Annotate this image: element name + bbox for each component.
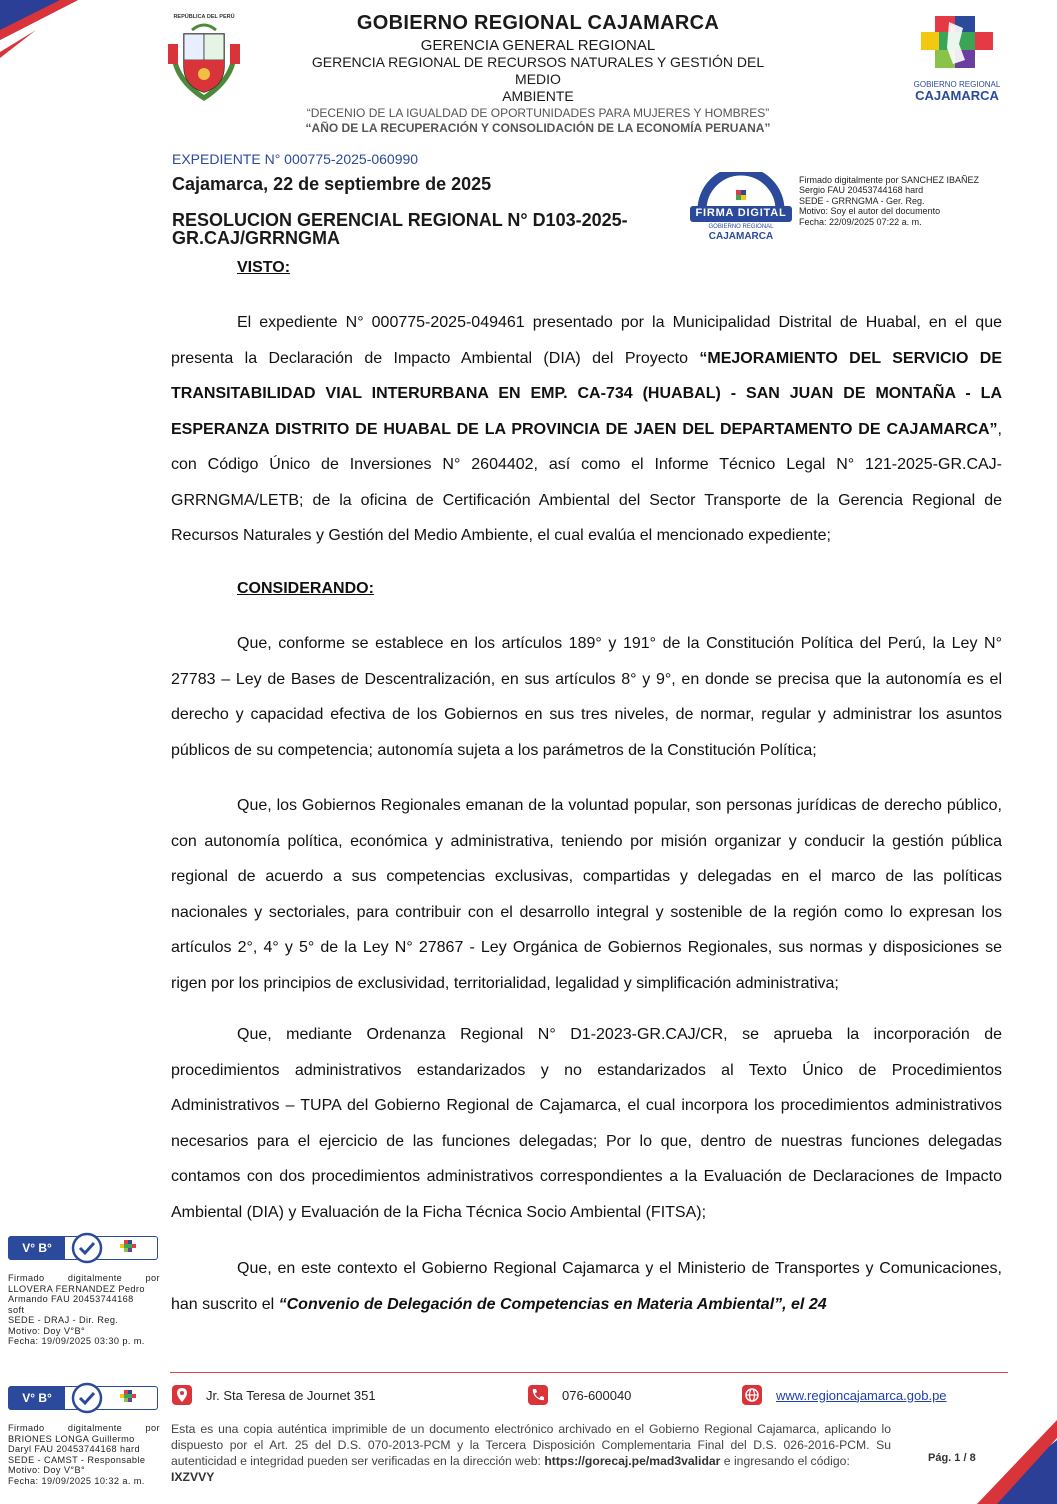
firma-line: Sergio FAU 20453744168 hard xyxy=(799,185,924,196)
footer-address xyxy=(172,1384,376,1406)
vb-line: Daryl FAU 20453744168 hard xyxy=(8,1444,140,1454)
firma-line: Motivo: Soy el autor del documento xyxy=(799,206,941,217)
paragraph-text: Que, conforme se establece en los artículos 189° y 191° de la Constitución Política del Perú, la Ley N° 27783 – Ley de Bases de Descentralización, en sus artículos 8° y 9°, en donde se precisa que la autonomía es el derecho y capacidad efectiva de los Gobiernos en sus tres niveles, de normar, regular y administrar los asuntos públicos de su competencia; autonomía sujeta a los parámetros de la Constitución Política; xyxy=(171,635,1002,759)
paragraph-text: Que, los Gobiernos Regionales emanan de la voluntad popular, son personas jurídicas de derecho público, con autonomía política, económica y administrativa, teniendo por misión organizar y conducir la gestión pública regional de acuerdo a sus competencias exclusivas, compartidas y delegadas en el marco de las políticas nacionales y sectoriales, para contribuir con el desarrollo integral y sostenible de la región como lo expresan los artículos 2°, 4° y 5° de la Ley N° 27867 - Ley Orgánica de Gobiernos Regionales, sus normas y disposiciones se rigen por los principios de exclusividad, territorialidad, legalidad y simplificación administrativa; xyxy=(171,797,1002,992)
vb-line: soft xyxy=(8,1304,25,1315)
firma-badge-big-text: CAJAMARCA xyxy=(708,231,774,242)
organization-department-line1: GERENCIA REGIONAL DE RECURSOS NATURALES Y GESTIÓN DEL MEDIO xyxy=(311,54,765,87)
website-link[interactable]: www.regioncajamarca.gob.pe xyxy=(776,1387,947,1403)
considerando-paragraph-4 xyxy=(171,1251,1002,1322)
right-logo-small-text: GOBIERNO REGIONAL xyxy=(913,80,1001,89)
decenio-slogans xyxy=(300,106,776,136)
cajamarca-mini-logo-icon xyxy=(119,1239,137,1257)
phone-text: 076-600040 xyxy=(562,1387,632,1403)
disclaimer-text-a: Esta es una copia auténtica imprimible de un documento electrónico archivado en el Gobierno Regional Cajamarca, aplicando lo dispuesto por el Art. 25 del D.S. 070-2013-PCM y la Tercera Disposición Complementaria Final del D.S. 026-2016-PCM. Su autenticidad e integridad pueden ser verificadas en la dirección web: xyxy=(171,1422,891,1468)
firma-line: Firmado digitalmente por SANCHEZ IBAÑEZ xyxy=(799,175,980,185)
footer-divider xyxy=(170,1372,1008,1373)
vb-line: Motivo: Doy V°B° xyxy=(8,1465,86,1475)
phone-icon xyxy=(528,1385,548,1405)
vb-line: Fecha: 19/09/2025 10:32 a. m. xyxy=(8,1475,145,1486)
bottom-right-corner-decoration xyxy=(977,1420,1057,1504)
validation-url[interactable]: https://gorecaj.pe/mad3validar xyxy=(544,1454,721,1468)
address-text: Jr. Sta Teresa de Journet 351 xyxy=(206,1387,376,1403)
document-date: Cajamarca, 22 de septiembre de 2025 xyxy=(172,174,492,194)
considerando-heading: CONSIDERANDO: xyxy=(237,580,374,597)
paragraph-text: Que, en este contexto el Gobierno Regional Cajamarca y el Ministerio de Transportes y Comunicaciones, han suscrito el xyxy=(171,1260,1002,1313)
firma-line: SEDE - GRRNGMA - Ger. Reg. xyxy=(799,195,925,206)
globe-icon xyxy=(742,1385,762,1405)
vb-line: Armando FAU 20453744168 xyxy=(8,1294,134,1304)
gobierno-regional-cajamarca-logo xyxy=(905,14,1009,106)
decenio-slogan: “DECENIO DE LA IGUALDAD DE OPORTUNIDADES PARA MUJERES Y HOMBRES” xyxy=(306,106,770,120)
peru-coat-of-arms-logo xyxy=(166,14,242,106)
resolution-title: RESOLUCION GERENCIAL REGIONAL N° D103-2025-GR.CAJ/GRRNGMA xyxy=(172,210,628,248)
disclaimer-text-b: e ingresando el código: xyxy=(720,1454,850,1468)
firma-badge-small-text: GOBIERNO REGIONAL xyxy=(708,224,774,230)
convenio-name: “Convenio de Delegación de Competencias en Materia Ambiental”, el 24 xyxy=(278,1295,827,1313)
location-pin-icon xyxy=(172,1385,192,1405)
cajamarca-mini-logo-icon xyxy=(119,1389,137,1407)
organization-department-line2: AMBIENTE xyxy=(502,88,574,104)
vb-line: BRIONES LONGA Guillermo xyxy=(8,1433,135,1444)
firma-digital-label: FIRMA DIGITAL xyxy=(695,207,787,219)
vb-stamp-2-details xyxy=(8,1423,160,1486)
visto-text-a: El expediente N° 000775-2025-049461 presentado por la Municipalidad Distrital de Huabal, en el que presenta la Declaración de Impacto Ambiental (DIA) del Proyecto xyxy=(171,314,1002,367)
anio-slogan: “AÑO DE LA RECUPERACIÓN Y CONSOLIDACIÓN DE LA ECONOMÍA PERUANA” xyxy=(305,121,771,135)
vb-line: Firmado digitalmente por xyxy=(8,1273,160,1283)
organization-title: GOBIERNO REGIONAL CAJAMARCA xyxy=(356,12,720,34)
authenticity-disclaimer xyxy=(171,1421,891,1485)
footer-website xyxy=(742,1384,947,1406)
paragraph-text: Que, mediante Ordenanza Regional N° D1-2023-GR.CAJ/CR, se aprueba la incorporación de procedimientos administrativos estandarizados y no estandarizados al Texto Único de Procedimientos Administrativos – TUPA del Gobierno Regional de Cajamarca, el cual incorpora los procedimientos administrativos necesarios para el ejercicio de las funciones delegadas; Por lo que, dentro de nuestras funciones delegadas contamos con dos procedimientos administrativos correspondientes a la Evaluación de Declaraciones de Impacto Ambiental (DIA) y Evaluación de la Ficha Técnica Socio Ambiental (FITSA); xyxy=(171,1026,1002,1221)
vb-line: Firmado digitalmente por xyxy=(8,1423,160,1433)
firma-digital-details xyxy=(799,175,1029,227)
vb-stamp-1 xyxy=(8,1236,158,1260)
vb-line: Fecha: 19/09/2025 03:30 p. m. xyxy=(8,1336,145,1346)
organization-subtitle: GERENCIA GENERAL REGIONAL xyxy=(420,37,656,54)
vb-label: V° B° xyxy=(9,1237,65,1259)
right-logo-big-text: CAJAMARCA xyxy=(915,88,999,103)
top-left-corner-decoration xyxy=(0,0,80,70)
vb-line: SEDE - DRAJ - Dir. Reg. xyxy=(8,1315,119,1325)
firma-digital-badge xyxy=(688,172,794,244)
page-number: Pág. 1 / 8 xyxy=(928,1452,976,1464)
considerando-paragraph-3 xyxy=(171,1017,1002,1230)
vb-line: LLOVERA FERNANDEZ Pedro xyxy=(8,1283,145,1294)
considerando-paragraph-2 xyxy=(171,788,1002,1001)
vb-label: V° B° xyxy=(9,1387,65,1409)
vb-line: SEDE - CAMST - Responsable xyxy=(8,1454,146,1465)
check-seal-icon xyxy=(71,1382,103,1414)
vb-line: Motivo: Doy V°B° xyxy=(8,1325,86,1336)
letterhead xyxy=(300,12,776,105)
expediente-number: EXPEDIENTE N° 000775-2025-060990 xyxy=(172,151,419,167)
footer-phone xyxy=(528,1384,631,1406)
vb-stamp-2 xyxy=(8,1386,158,1410)
visto-heading: VISTO: xyxy=(237,259,291,276)
visto-text-b: , con Código Único de Inversiones N° 2604402, así como el Informe Técnico Legal N° 121-2025-GR.CAJ-GRRNGMA/LETB; de la oficina de Certificación Ambiental del Sector Transporte de la Gerencia Regional de Recursos Naturales y Gestión del Medio Ambiente, el cual evalúa el mencionado expediente; xyxy=(171,420,1002,544)
validation-code: IXZVVY xyxy=(171,1470,215,1484)
peru-logo-caption: REPÚBLICA DEL PERÚ xyxy=(173,14,235,20)
visto-paragraph xyxy=(171,305,1002,554)
considerando-paragraph-1 xyxy=(171,626,1002,768)
vb-stamp-1-details xyxy=(8,1273,160,1347)
project-name: “MEJORAMIENTO DEL SERVICIO DE TRANSITABILIDAD VIAL INTERURBANA EN EMP. CA-734 (HUABAL) - SAN JUAN DE MONTAÑA - LA ESPERANZA DISTRITO DE HUABAL DE LA PROVINCIA DE JAEN DEL DEPARTAMENTO DE CAJAMARCA” xyxy=(171,349,1002,438)
check-seal-icon xyxy=(71,1232,103,1264)
firma-line: Fecha: 22/09/2025 07:22 a. m. xyxy=(799,216,922,227)
